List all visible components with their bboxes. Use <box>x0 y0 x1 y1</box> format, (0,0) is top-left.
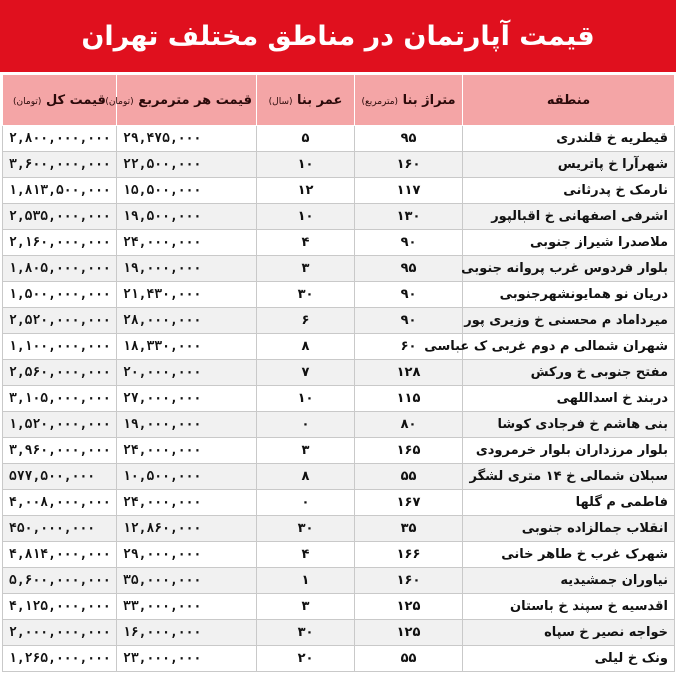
table-body <box>3 126 675 672</box>
cell-unit-price: ۱۲,۸۶۰,۰۰۰ <box>117 516 257 542</box>
cell-age: ۴ <box>257 230 355 256</box>
cell-size: ۱۱۵ <box>355 386 463 412</box>
cell-age: ۱ <box>257 568 355 594</box>
cell-area: اشرفی اصفهانی خ اقبالپور <box>463 204 675 230</box>
cell-size: ۹۰ <box>355 308 463 334</box>
table-row <box>3 594 675 620</box>
table-row <box>3 126 675 152</box>
cell-age: ۸ <box>257 464 355 490</box>
cell-area: بنی هاشم خ فرجادی کوشا <box>463 412 675 438</box>
cell-area: ملاصدرا شیراز جنوبی <box>463 230 675 256</box>
table-row <box>3 178 675 204</box>
header-area: منطقه <box>463 75 675 126</box>
cell-age: ۳ <box>257 256 355 282</box>
table-row <box>3 230 675 256</box>
cell-unit-price: ۱۵,۵۰۰,۰۰۰ <box>117 178 257 204</box>
cell-unit-price: ۱۰,۵۰۰,۰۰۰ <box>117 464 257 490</box>
table-row <box>3 412 675 438</box>
table-row <box>3 490 675 516</box>
cell-area: نیاوران جمشیدیه <box>463 568 675 594</box>
cell-age: ۰ <box>257 412 355 438</box>
cell-area: ونک خ لیلی <box>463 646 675 672</box>
cell-age: ۱۰ <box>257 152 355 178</box>
table-row <box>3 308 675 334</box>
cell-area: مفتح جنوبی خ ورکش <box>463 360 675 386</box>
cell-total: ۵,۶۰۰,۰۰۰,۰۰۰ <box>3 568 117 594</box>
table-row <box>3 152 675 178</box>
table-header-row <box>3 75 675 126</box>
cell-area: شهران شمالی م دوم غربی ک عباسی <box>463 334 675 360</box>
cell-total: ۵۷۷,۵۰۰,۰۰۰ <box>3 464 117 490</box>
cell-unit-price: ۱۸,۳۳۰,۰۰۰ <box>117 334 257 360</box>
cell-size: ۹۵ <box>355 126 463 152</box>
cell-age: ۶ <box>257 308 355 334</box>
cell-age: ۳۰ <box>257 620 355 646</box>
cell-size: ۱۲۵ <box>355 594 463 620</box>
table-row <box>3 438 675 464</box>
cell-area: شهرآرا خ پاتریس <box>463 152 675 178</box>
cell-total: ۴,۰۰۸,۰۰۰,۰۰۰ <box>3 490 117 516</box>
cell-area: دریان نو همایونشهرجنوبی <box>463 282 675 308</box>
cell-area: بلوار فردوس غرب پروانه جنوبی <box>463 256 675 282</box>
cell-total: ۲,۵۲۰,۰۰۰,۰۰۰ <box>3 308 117 334</box>
cell-total: ۱,۲۶۵,۰۰۰,۰۰۰ <box>3 646 117 672</box>
cell-area: دربند خ اسداللهی <box>463 386 675 412</box>
cell-age: ۱۰ <box>257 386 355 412</box>
cell-age: ۱۰ <box>257 204 355 230</box>
table-row <box>3 464 675 490</box>
cell-unit-price: ۲۴,۰۰۰,۰۰۰ <box>117 230 257 256</box>
cell-total: ۱,۵۰۰,۰۰۰,۰۰۰ <box>3 282 117 308</box>
cell-area: میرداماد م محسنی خ وزیری پور <box>463 308 675 334</box>
cell-unit-price: ۱۶,۰۰۰,۰۰۰ <box>117 620 257 646</box>
cell-total: ۳,۶۰۰,۰۰۰,۰۰۰ <box>3 152 117 178</box>
cell-age: ۳ <box>257 438 355 464</box>
cell-age: ۷ <box>257 360 355 386</box>
table-row <box>3 204 675 230</box>
cell-size: ۱۳۰ <box>355 204 463 230</box>
cell-total: ۲,۵۳۵,۰۰۰,۰۰۰ <box>3 204 117 230</box>
cell-size: ۳۵ <box>355 516 463 542</box>
cell-unit-price: ۱۹,۵۰۰,۰۰۰ <box>117 204 257 230</box>
cell-unit-price: ۱۹,۰۰۰,۰۰۰ <box>117 256 257 282</box>
cell-area: قیطریه خ قلندری <box>463 126 675 152</box>
cell-area: سبلان شمالی خ ۱۴ متری لشگر <box>463 464 675 490</box>
cell-area: فاطمی م گلها <box>463 490 675 516</box>
cell-area: نارمک خ پدرثانی <box>463 178 675 204</box>
table-row <box>3 386 675 412</box>
cell-total: ۴,۱۲۵,۰۰۰,۰۰۰ <box>3 594 117 620</box>
table-row <box>3 516 675 542</box>
cell-size: ۵۵ <box>355 464 463 490</box>
cell-total: ۴,۸۱۴,۰۰۰,۰۰۰ <box>3 542 117 568</box>
cell-age: ۳ <box>257 594 355 620</box>
cell-size: ۱۶۰ <box>355 568 463 594</box>
cell-total: ۴۵۰,۰۰۰,۰۰۰ <box>3 516 117 542</box>
cell-age: ۳۰ <box>257 282 355 308</box>
header-age: عمر بنا (سال) <box>257 75 355 126</box>
header-size: متراژ بنا (مترمربع) <box>355 75 463 126</box>
cell-size: ۹۰ <box>355 230 463 256</box>
table-row <box>3 256 675 282</box>
cell-age: ۸ <box>257 334 355 360</box>
cell-total: ۱,۸۱۳,۵۰۰,۰۰۰ <box>3 178 117 204</box>
cell-size: ۱۲۸ <box>355 360 463 386</box>
cell-area: انقلاب جمالزاده جنوبی <box>463 516 675 542</box>
cell-unit-price: ۲۸,۰۰۰,۰۰۰ <box>117 308 257 334</box>
cell-size: ۱۲۵ <box>355 620 463 646</box>
cell-size: ۱۶۷ <box>355 490 463 516</box>
table-row <box>3 620 675 646</box>
cell-total: ۲,۸۰۰,۰۰۰,۰۰۰ <box>3 126 117 152</box>
table-row <box>3 568 675 594</box>
cell-size: ۱۶۰ <box>355 152 463 178</box>
cell-total: ۱,۵۲۰,۰۰۰,۰۰۰ <box>3 412 117 438</box>
cell-total: ۲,۵۶۰,۰۰۰,۰۰۰ <box>3 360 117 386</box>
cell-unit-price: ۲۱,۴۳۰,۰۰۰ <box>117 282 257 308</box>
cell-unit-price: ۲۳,۰۰۰,۰۰۰ <box>117 646 257 672</box>
table-row <box>3 334 675 360</box>
cell-total: ۱,۸۰۵,۰۰۰,۰۰۰ <box>3 256 117 282</box>
cell-unit-price: ۲۴,۰۰۰,۰۰۰ <box>117 438 257 464</box>
cell-total: ۲,۱۶۰,۰۰۰,۰۰۰ <box>3 230 117 256</box>
cell-size: ۸۰ <box>355 412 463 438</box>
cell-unit-price: ۱۹,۰۰۰,۰۰۰ <box>117 412 257 438</box>
cell-size: ۱۱۷ <box>355 178 463 204</box>
table-row <box>3 282 675 308</box>
cell-area: بلوار مرزداران بلوار خرمرودی <box>463 438 675 464</box>
table-row <box>3 646 675 672</box>
price-table <box>2 74 675 672</box>
cell-area: اقدسیه خ سپند خ باستان <box>463 594 675 620</box>
cell-age: ۲۰ <box>257 646 355 672</box>
table-row <box>3 360 675 386</box>
cell-area: خواجه نصیر خ سپاه <box>463 620 675 646</box>
cell-unit-price: ۲۷,۰۰۰,۰۰۰ <box>117 386 257 412</box>
cell-unit-price: ۲۹,۰۰۰,۰۰۰ <box>117 542 257 568</box>
page-title: قیمت آپارتمان در مناطق مختلف تهران <box>0 0 676 72</box>
cell-age: ۵ <box>257 126 355 152</box>
header-total: قیمت کل (تومان) <box>3 75 117 126</box>
cell-size: ۱۶۵ <box>355 438 463 464</box>
cell-unit-price: ۲۹,۴۷۵,۰۰۰ <box>117 126 257 152</box>
cell-size: ۶۰ <box>355 334 463 360</box>
cell-size: ۱۶۶ <box>355 542 463 568</box>
cell-unit-price: ۲۲,۵۰۰,۰۰۰ <box>117 152 257 178</box>
cell-total: ۳,۹۶۰,۰۰۰,۰۰۰ <box>3 438 117 464</box>
cell-age: ۱۲ <box>257 178 355 204</box>
cell-size: ۹۵ <box>355 256 463 282</box>
table-row <box>3 542 675 568</box>
cell-age: ۴ <box>257 542 355 568</box>
cell-area: شهرک غرب خ طاهر خانی <box>463 542 675 568</box>
cell-unit-price: ۳۵,۰۰۰,۰۰۰ <box>117 568 257 594</box>
cell-size: ۹۰ <box>355 282 463 308</box>
header-unit-price: قیمت هر مترمربع (تومان) <box>117 75 257 126</box>
cell-total: ۱,۱۰۰,۰۰۰,۰۰۰ <box>3 334 117 360</box>
cell-unit-price: ۳۳,۰۰۰,۰۰۰ <box>117 594 257 620</box>
cell-age: ۰ <box>257 490 355 516</box>
cell-unit-price: ۲۴,۰۰۰,۰۰۰ <box>117 490 257 516</box>
cell-size: ۵۵ <box>355 646 463 672</box>
cell-unit-price: ۲۰,۰۰۰,۰۰۰ <box>117 360 257 386</box>
cell-total: ۲,۰۰۰,۰۰۰,۰۰۰ <box>3 620 117 646</box>
cell-age: ۳۰ <box>257 516 355 542</box>
cell-total: ۳,۱۰۵,۰۰۰,۰۰۰ <box>3 386 117 412</box>
